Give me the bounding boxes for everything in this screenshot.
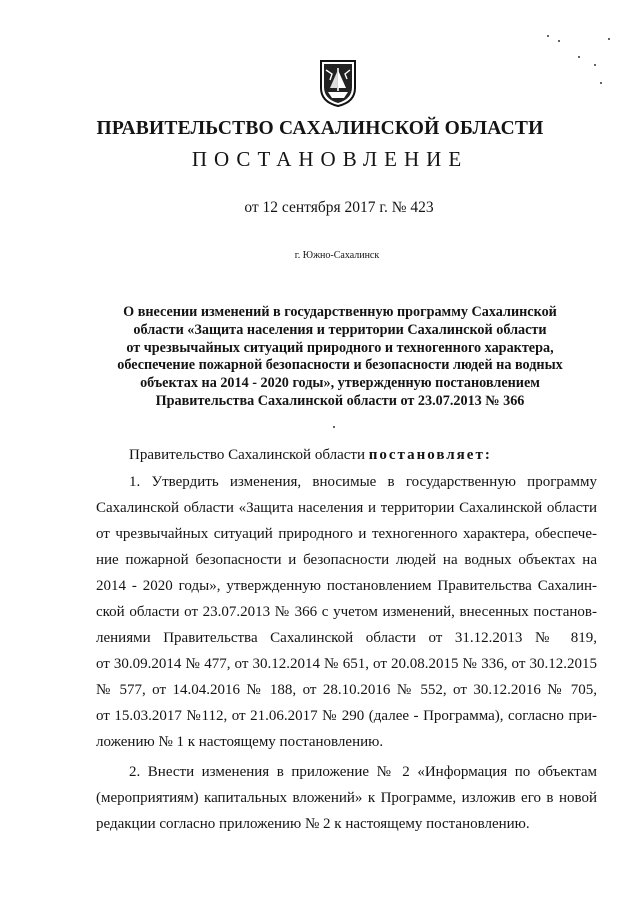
paragraph-line: ложению № 1 к настоящему постановлению. bbox=[96, 734, 384, 750]
paragraph-line: от 15.03.2017 №112, от 21.06.2017 № 290 (далее - Программа), согласно при- bbox=[96, 708, 597, 724]
title-line: от чрезвычайных ситуаций природного и техногенного характера, bbox=[126, 339, 554, 356]
resolution-intro bbox=[129, 447, 492, 464]
paragraph-line: редакции согласно приложению № 2 к настоящему постановлению. bbox=[96, 816, 530, 832]
intro-text: Правительство Сахалинской области bbox=[129, 447, 369, 463]
title-line: обеспечение пожарной безопасности и безопасности людей на водных bbox=[117, 357, 563, 374]
paragraph-line: ской области от 23.07.2013 № 366 с учетом изменений, внесенных постанов- bbox=[96, 604, 597, 620]
title-line: объектах на 2014 - 2020 годы», утвержденную постановлением bbox=[140, 375, 540, 392]
scan-speck bbox=[608, 38, 610, 40]
scan-speck bbox=[594, 64, 596, 66]
paragraph-line: от 30.09.2014 № 477, от 30.12.2014 № 651, от 20.08.2015 № 336, от 30.12.2015 bbox=[96, 656, 597, 672]
document-date-number: от 12 сентября 2017 г. № 423 bbox=[244, 199, 434, 216]
title-line: О внесении изменений в государственную программу Сахалинской bbox=[123, 304, 557, 320]
scan-speck bbox=[600, 82, 602, 84]
paragraph-line: от чрезвычайных ситуаций природного и техногенного характера, обеспече- bbox=[96, 526, 597, 542]
paragraph-line: 1. Утвердить изменения, вносимые в государственную программу bbox=[129, 474, 597, 490]
paragraph-line: Сахалинской области «Защита населения и территории Сахалинской области bbox=[96, 500, 597, 516]
scan-speck bbox=[333, 426, 335, 428]
intro-emphasis: постановляет: bbox=[368, 447, 492, 463]
title-line: Правительства Сахалинской области от 23.07.2013 № 366 bbox=[155, 392, 525, 409]
sakhalin-coat-of-arms-icon bbox=[318, 58, 358, 108]
scan-speck bbox=[578, 56, 580, 58]
organization-title: ПРАВИТЕЛЬСТВО САХАЛИНСКОЙ ОБЛАСТИ bbox=[96, 118, 544, 139]
scan-speck bbox=[558, 40, 560, 42]
paragraph-line: лениями Правительства Сахалинской области от 31.12.2013 № 819, bbox=[96, 630, 597, 646]
paragraph-line: 2. Внести изменения в приложение № 2 «Информация по объектам bbox=[129, 764, 597, 780]
document-title bbox=[100, 304, 580, 411]
document-city: г. Южно-Сахалинск bbox=[294, 250, 380, 261]
paragraph-line: 2014 - 2020 годы», утвержденную постановлением Правительства Сахалин- bbox=[96, 578, 597, 594]
document-type: ПОСТАНОВЛЕНИЕ bbox=[191, 147, 469, 171]
paragraph-line: № 577, от 14.04.2016 № 188, от 28.10.2016 № 552, от 30.12.2016 № 705, bbox=[96, 682, 597, 698]
paragraph-line: (мероприятиям) капитальных вложений» к Программе, изложив его в новой bbox=[96, 790, 597, 806]
scan-speck bbox=[547, 35, 549, 37]
title-line: области «Защита населения и территории Сахалинской области bbox=[133, 321, 547, 338]
paragraph-line: ние пожарной безопасности и безопасности людей на водных объектах на bbox=[96, 552, 597, 568]
